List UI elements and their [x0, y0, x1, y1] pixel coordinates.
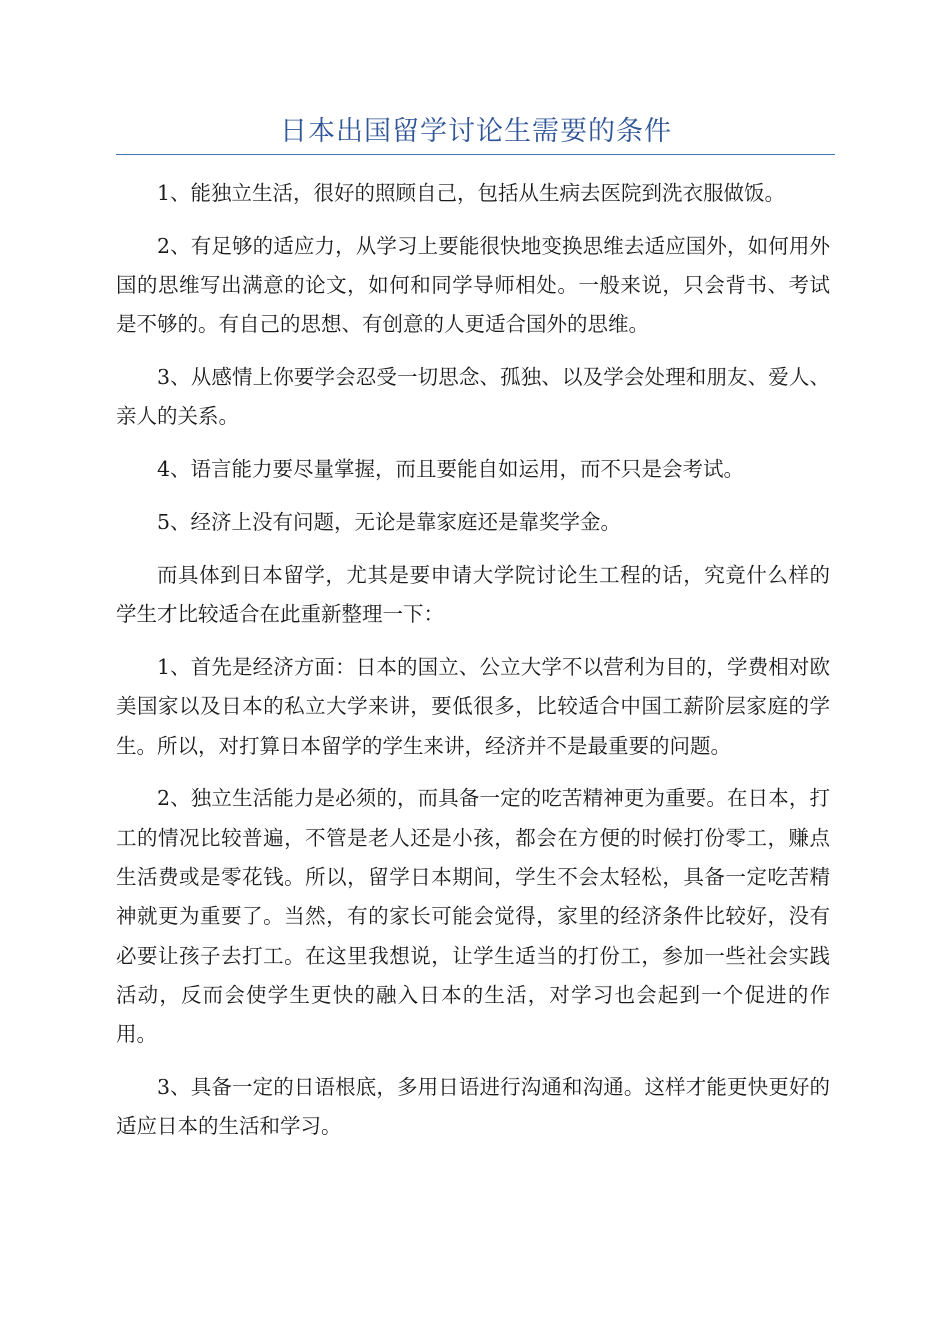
paragraph: 1、首先是经济方面：日本的国立、公立大学不以营利为目的，学费相对欧美国家以及日本的私立大学来讲，要低很多，比较适合中国工薪阶层家庭的学生。所以，对打算日本留学的学生来讲，经济并不是最重要的问题。 — [116, 654, 830, 758]
document-title: 日本出国留学讨论生需要的条件 — [280, 116, 672, 147]
paragraph: 而具体到日本留学，尤其是要申请大学院讨论生工程的话，究竟什么样的学生才比较适合在此重新整理一下： — [116, 562, 830, 627]
paragraph: 3、从感情上你要学会忍受一切思念、孤独、以及学会处理和朋友、爱人、亲人的关系。 — [116, 365, 830, 429]
paragraph: 1、能独立生活，很好的照顾自己，包括从生病去医院到洗衣服做饭。 — [157, 181, 786, 205]
paragraph: 2、独立生活能力是必须的，而具备一定的吃苦精神更为重要。在日本，打工的情况比较普遍，不管是老人还是小孩，都会在方便的时候打份零工，赚点生活费或是零花钱。所以，留学日本期间，学生不会太轻松，具备一定吃苦精神就更为重要了。当然，有的家长可能会觉得，家里的经济条件比较好，没有必要让孩子去打工。在这里我想说，让学生适当的打份工，参加一些社会实践活动，反而会使学生更快的融入日本的生活，对学习也会起到一个促进的作用。 — [116, 786, 830, 1047]
paragraph: 2、有足够的适应力，从学习上要能很快地变换思维去适应国外，如何用外国的思维写出满意的论文，如何和同学导师相处。一般来说，只会背书、考试是不够的。有自己的思想、有创意的人更适合国外的思维。 — [116, 233, 830, 337]
paragraph: 5、经济上没有问题，无论是靠家庭还是靠奖学金。 — [157, 510, 622, 535]
title-underline — [116, 154, 835, 155]
paragraph: 4、语言能力要尽量掌握，而且要能自如运用，而不只是会考试。 — [157, 457, 745, 482]
paragraph: 3、具备一定的日语根底，多用日语进行沟通和沟通。这样才能更快更好的适应日本的生活和学习。 — [116, 1074, 830, 1139]
document-body — [116, 174, 830, 1160]
